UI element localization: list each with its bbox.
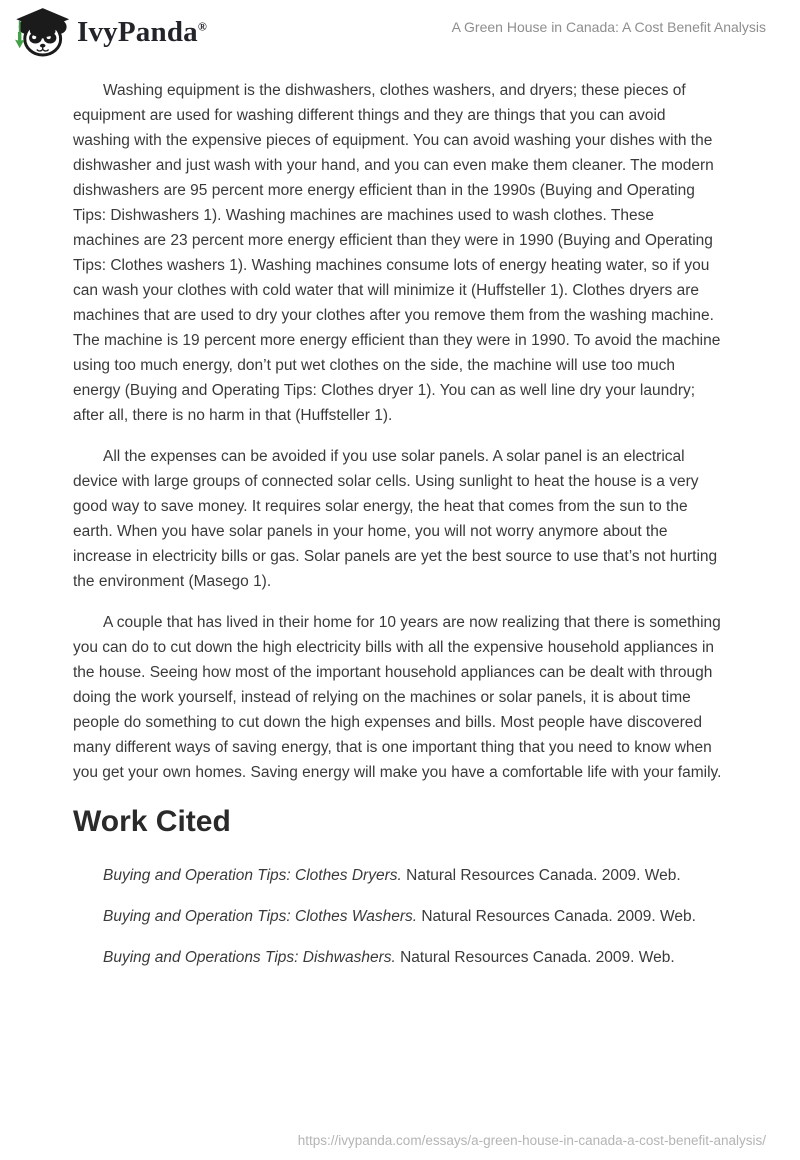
- panda-graduation-cap-icon: [12, 6, 70, 58]
- citation-entry-2: [73, 904, 722, 929]
- citation-source: Natural Resources Canada. 2009. Web.: [406, 867, 681, 884]
- page-header: [0, 0, 800, 62]
- citation-title: Buying and Operations Tips: Dishwashers.: [103, 949, 396, 966]
- essay-paragraph-2: All the expenses can be avoided if you use solar panels. A solar panel is an electrical device with large groups of connected solar cells. Using sunlight to heat the house is a very good way to save money. It requires solar energy, the heat that comes from the sun to the earth. When you have solar panels in your home, you will not worry anymore about the increase in electricity bills or gas. Solar panels are yet the best source to use that’s not hurting the environment (Masego 1).: [73, 448, 718, 590]
- essay-paragraph-3: A couple that has lived in their home for 10 years are now realizing that there is something you can do to cut down the high electricity bills with all the expensive household appliances in the house. Seeing how most of the important household appliances can be dealt with through doing the work yourself, instead of relying on the machines or solar panels, it is about time people do something to cut down the high expenses and bills. Most people have discovered many different ways of saving energy, that is one important thing that you need to know when you get your own homes. Saving energy will make you have a comfortable life with your family.: [73, 614, 722, 781]
- citation-source: Natural Resources Canada. 2009. Web.: [400, 949, 675, 966]
- essay-content: [0, 78, 800, 970]
- citation-title: Buying and Operation Tips: Clothes Dryers.: [103, 867, 402, 884]
- brand-logo-link[interactable]: [12, 6, 207, 58]
- citation-title: Buying and Operation Tips: Clothes Washers.: [103, 908, 418, 925]
- citation-entry-1: [73, 863, 722, 888]
- citation-entry-3: [73, 945, 722, 970]
- registered-trademark-symbol: ®: [197, 19, 208, 34]
- work-cited-heading: Work Cited: [73, 805, 231, 838]
- brand-name-text: IvyPanda: [77, 16, 198, 48]
- brand-name: [77, 6, 207, 58]
- source-url-link[interactable]: https://ivypanda.com/essays/a-green-house-in-canada-a-cost-benefit-analysis/: [297, 1133, 766, 1148]
- page-footer: [298, 1133, 766, 1148]
- essay-paragraph-1: Washing equipment is the dishwashers, clothes washers, and dryers; these pieces of equipment are used for washing different things and they are things that you can avoid washing with the expensive pieces of equipment. You can avoid washing your dishes with the dishwasher and just wash with your hand, and you can even make them cleaner. The modern dishwashers are 95 percent more energy efficient than in the 1990s (Buying and Operating Tips: Dishwashers 1). Washing machines are machines used to wash clothes. These machines are 23 percent more energy efficient than they were in 1990 (Buying and Operating Tips: Clothes washers 1). Washing machines consume lots of energy heating water, so if you can wash your clothes with cold water that will minimize it (Huffsteller 1). Clothes dryers are machines that are used to dry your clothes after you remove them from the washing machine. The machine is 19 percent more energy efficient than they were in 1990. To avoid the machine using too much energy, don’t put wet clothes on the side, the machine will use too much energy (Buying and Operating Tips: Clothes dryer 1). You can as well line dry your laundry; after all, there is no harm in that (Huffsteller 1).: [73, 82, 721, 424]
- citation-source: Natural Resources Canada. 2009. Web.: [421, 908, 696, 925]
- document-title: A Green House in Canada: A Cost Benefit Analysis: [451, 19, 766, 35]
